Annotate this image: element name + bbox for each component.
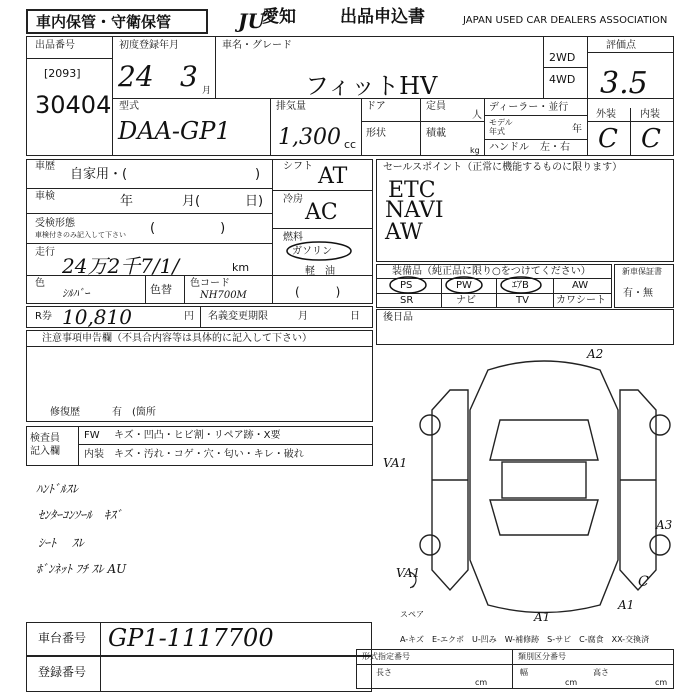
fuel-diesel: 軽 油 [305, 266, 335, 277]
registration-label: 登録番号 [38, 665, 87, 679]
sales-point-label: セールスポイント（正常に機能するものに限ります） [383, 162, 623, 173]
damage-mark-a3: A3 [656, 518, 673, 532]
interior-label: 内装 [640, 109, 660, 120]
title-change-label: 名義変更期限 [208, 311, 268, 322]
remark-4: ﾎﾞﾝﾈｯﾄ ﾌﾁ ｽﾚ AU [36, 562, 127, 576]
recycle-yen: 円 [184, 311, 194, 322]
rear-items-box [376, 309, 674, 345]
chassis-label: 車台番号 [38, 631, 87, 645]
title-change-month: 月 [298, 311, 308, 322]
model-value: DAA-GP1 [118, 117, 231, 145]
history-value: 自家用・( [70, 167, 128, 182]
cc-label: 排気量 [276, 101, 306, 112]
sales-point-line-2: NAVI [385, 198, 444, 223]
color-label: 色 [35, 278, 45, 289]
shift-label: シフト [283, 161, 313, 172]
inspector-interior-items: キズ・汚れ・コゲ・穴・匂い・キレ・破れ [114, 449, 304, 460]
equip-tv: TV [516, 295, 529, 306]
cc-value: 1,300 [278, 125, 341, 150]
first-reg-label: 初度登録年月 [119, 40, 179, 51]
width-unit: cm [565, 678, 578, 687]
load-unit: kg [470, 146, 480, 155]
class-label: 類別区分番号 [518, 652, 566, 661]
drive-4wd: 4WD [549, 73, 576, 86]
storage-badge-text: 車内保管・守衛保管 [36, 13, 172, 31]
score-label: 評価点 [606, 40, 636, 51]
damage-mark-a2: A2 [587, 347, 604, 361]
color-code-label: 色コード [190, 278, 230, 289]
color-code-value: NH700M [200, 290, 247, 301]
first-reg-month: 3 [180, 60, 198, 93]
first-reg-year: 24 [118, 60, 154, 93]
capacity-unit: 人 [472, 110, 482, 121]
sales-point-line-1: ETC [388, 178, 436, 203]
interior-grade: C [641, 124, 661, 154]
shape-label: 形状 [366, 128, 386, 139]
drive-2wd: 2WD [549, 51, 576, 64]
equip-pw: PW [456, 280, 472, 291]
inspector-fw-label: FW [84, 430, 100, 441]
equip-circles [376, 276, 556, 296]
title-change-day: 日 [350, 311, 360, 322]
equip-sr: SR [400, 295, 414, 306]
rear-items-label: 後日品 [383, 312, 413, 323]
equip-ps: PS [400, 280, 413, 291]
model-year-label: モデル 年式 [489, 118, 513, 136]
score-value: 3.5 [600, 66, 648, 101]
storage-badge [26, 9, 208, 34]
remark-3: ｼｰﾄ ｽﾚ [38, 536, 84, 550]
inspector-fw-items: キズ・凹凸・ヒビ割・リペア跡・X要 [114, 430, 281, 441]
mileage-unit: km [232, 261, 250, 274]
rollover-note: 車検付きのみ記入して下さい [35, 231, 126, 239]
mileage-value: 24万2千7/1/ [62, 254, 180, 278]
inspection-label: 車検 [35, 191, 55, 202]
ac-value: AC [305, 200, 338, 225]
history-label: 車歴 [35, 161, 55, 172]
door-label: ドア [366, 101, 386, 112]
damage-mark-a1-bottom: A1 [534, 610, 551, 624]
height-unit: cm [655, 678, 668, 687]
warranty-options: 有・無 [623, 288, 653, 299]
dealer-label: ディーラー・並行 [489, 102, 569, 113]
recycle-value: 10,810 [62, 305, 132, 329]
equip-leather-seat: カワシート [556, 295, 606, 306]
equip-aw: AW [572, 280, 589, 291]
color-swap-label: 色替 [150, 283, 172, 296]
inspection-day: 日) [245, 194, 264, 209]
history-close: ) [255, 167, 261, 182]
fuel-label: 燃料 [283, 232, 303, 243]
length-label: 長さ [376, 668, 392, 677]
color-value: ｼﾙﾊﾞｰ [62, 287, 90, 300]
recycle-label: R券 [35, 311, 52, 322]
notes-label: 注意事項申告欄（不具合内容等は具体的に記入して下さい） [42, 333, 312, 344]
lot-number: 30404 [35, 91, 112, 119]
remark-2: ｾﾝﾀｰｺﾝｿｰﾙ ｷｽﾞ [38, 508, 123, 522]
cc-unit: cc [344, 138, 357, 151]
org-name: 愛知 [262, 7, 296, 27]
height-label: 高さ [593, 668, 609, 677]
repair-value: 有 (箇所 [112, 407, 156, 418]
spare-label: スペア [400, 610, 424, 619]
remark-1: ﾊﾝﾄﾞﾙｽﾚ [36, 482, 79, 496]
equipment-label: 装備品（純正品に限り○をつけてください） [392, 266, 591, 277]
model-label: 型式 [119, 101, 139, 112]
handle-options: 左・右 [540, 142, 570, 153]
damage-mark-va1-spare: VA1 [396, 566, 421, 580]
exterior-grade: C [598, 124, 618, 154]
equip-navi: ナビ [456, 295, 476, 306]
lot-label: 出品番号 [35, 40, 75, 51]
fuel-gasoline: ガソリン [292, 246, 332, 257]
car-name-label: 車名・グレード [222, 40, 292, 51]
shift-value: AT [318, 164, 348, 189]
inspector-interior-label: 内装 [84, 449, 104, 460]
lot-small-number: [2093] [44, 67, 81, 80]
association-name: JAPAN USED CAR DEALERS ASSOCIATION [463, 15, 668, 26]
inspector-label: 検査員 記入欄 [30, 433, 60, 457]
warranty-label: 新車保証書 [622, 267, 662, 276]
form-title: 出品申込書 [340, 7, 425, 27]
inspection-month: 月( [182, 194, 201, 209]
rollover-label: 受検形態 [35, 218, 75, 229]
ac-label: 冷房 [283, 194, 303, 205]
sales-point-line-3: AW [385, 220, 423, 245]
load-label: 積載 [426, 128, 446, 139]
damage-mark-a1-right: A1 [618, 598, 635, 612]
inspection-year: 年 [120, 194, 134, 209]
fuel-gasoline-circle [285, 240, 353, 262]
chassis-value: GP1-1117700 [108, 624, 274, 652]
car-name-value: フィットHV [305, 72, 438, 100]
repair-label: 修復歴 [50, 407, 80, 418]
equip-airbag: ｴｱB [512, 280, 529, 291]
damage-mark-va1-left: VA1 [383, 456, 408, 470]
exterior-label: 外装 [596, 109, 616, 120]
model-year-unit: 年 [572, 124, 582, 135]
mileage-label: 走行 [35, 247, 55, 258]
capacity-label: 定員 [426, 101, 446, 112]
fuel-other: ( ) [295, 285, 341, 299]
handle-label: ハンドル [489, 142, 529, 153]
length-unit: cm [475, 678, 488, 687]
damage-mark-c: C [638, 574, 649, 590]
rollover-paren: ( ) [150, 221, 226, 236]
width-label: 幅 [520, 668, 528, 677]
ju-logo: JU [238, 9, 265, 33]
type-cert-label: 形式指定番号 [362, 652, 410, 661]
damage-legend: A-キズ E-エクボ U-凹み W-補修跡 S-サビ C-腐食 XX-交換済 [400, 635, 650, 644]
month-unit: 月 [202, 86, 212, 96]
